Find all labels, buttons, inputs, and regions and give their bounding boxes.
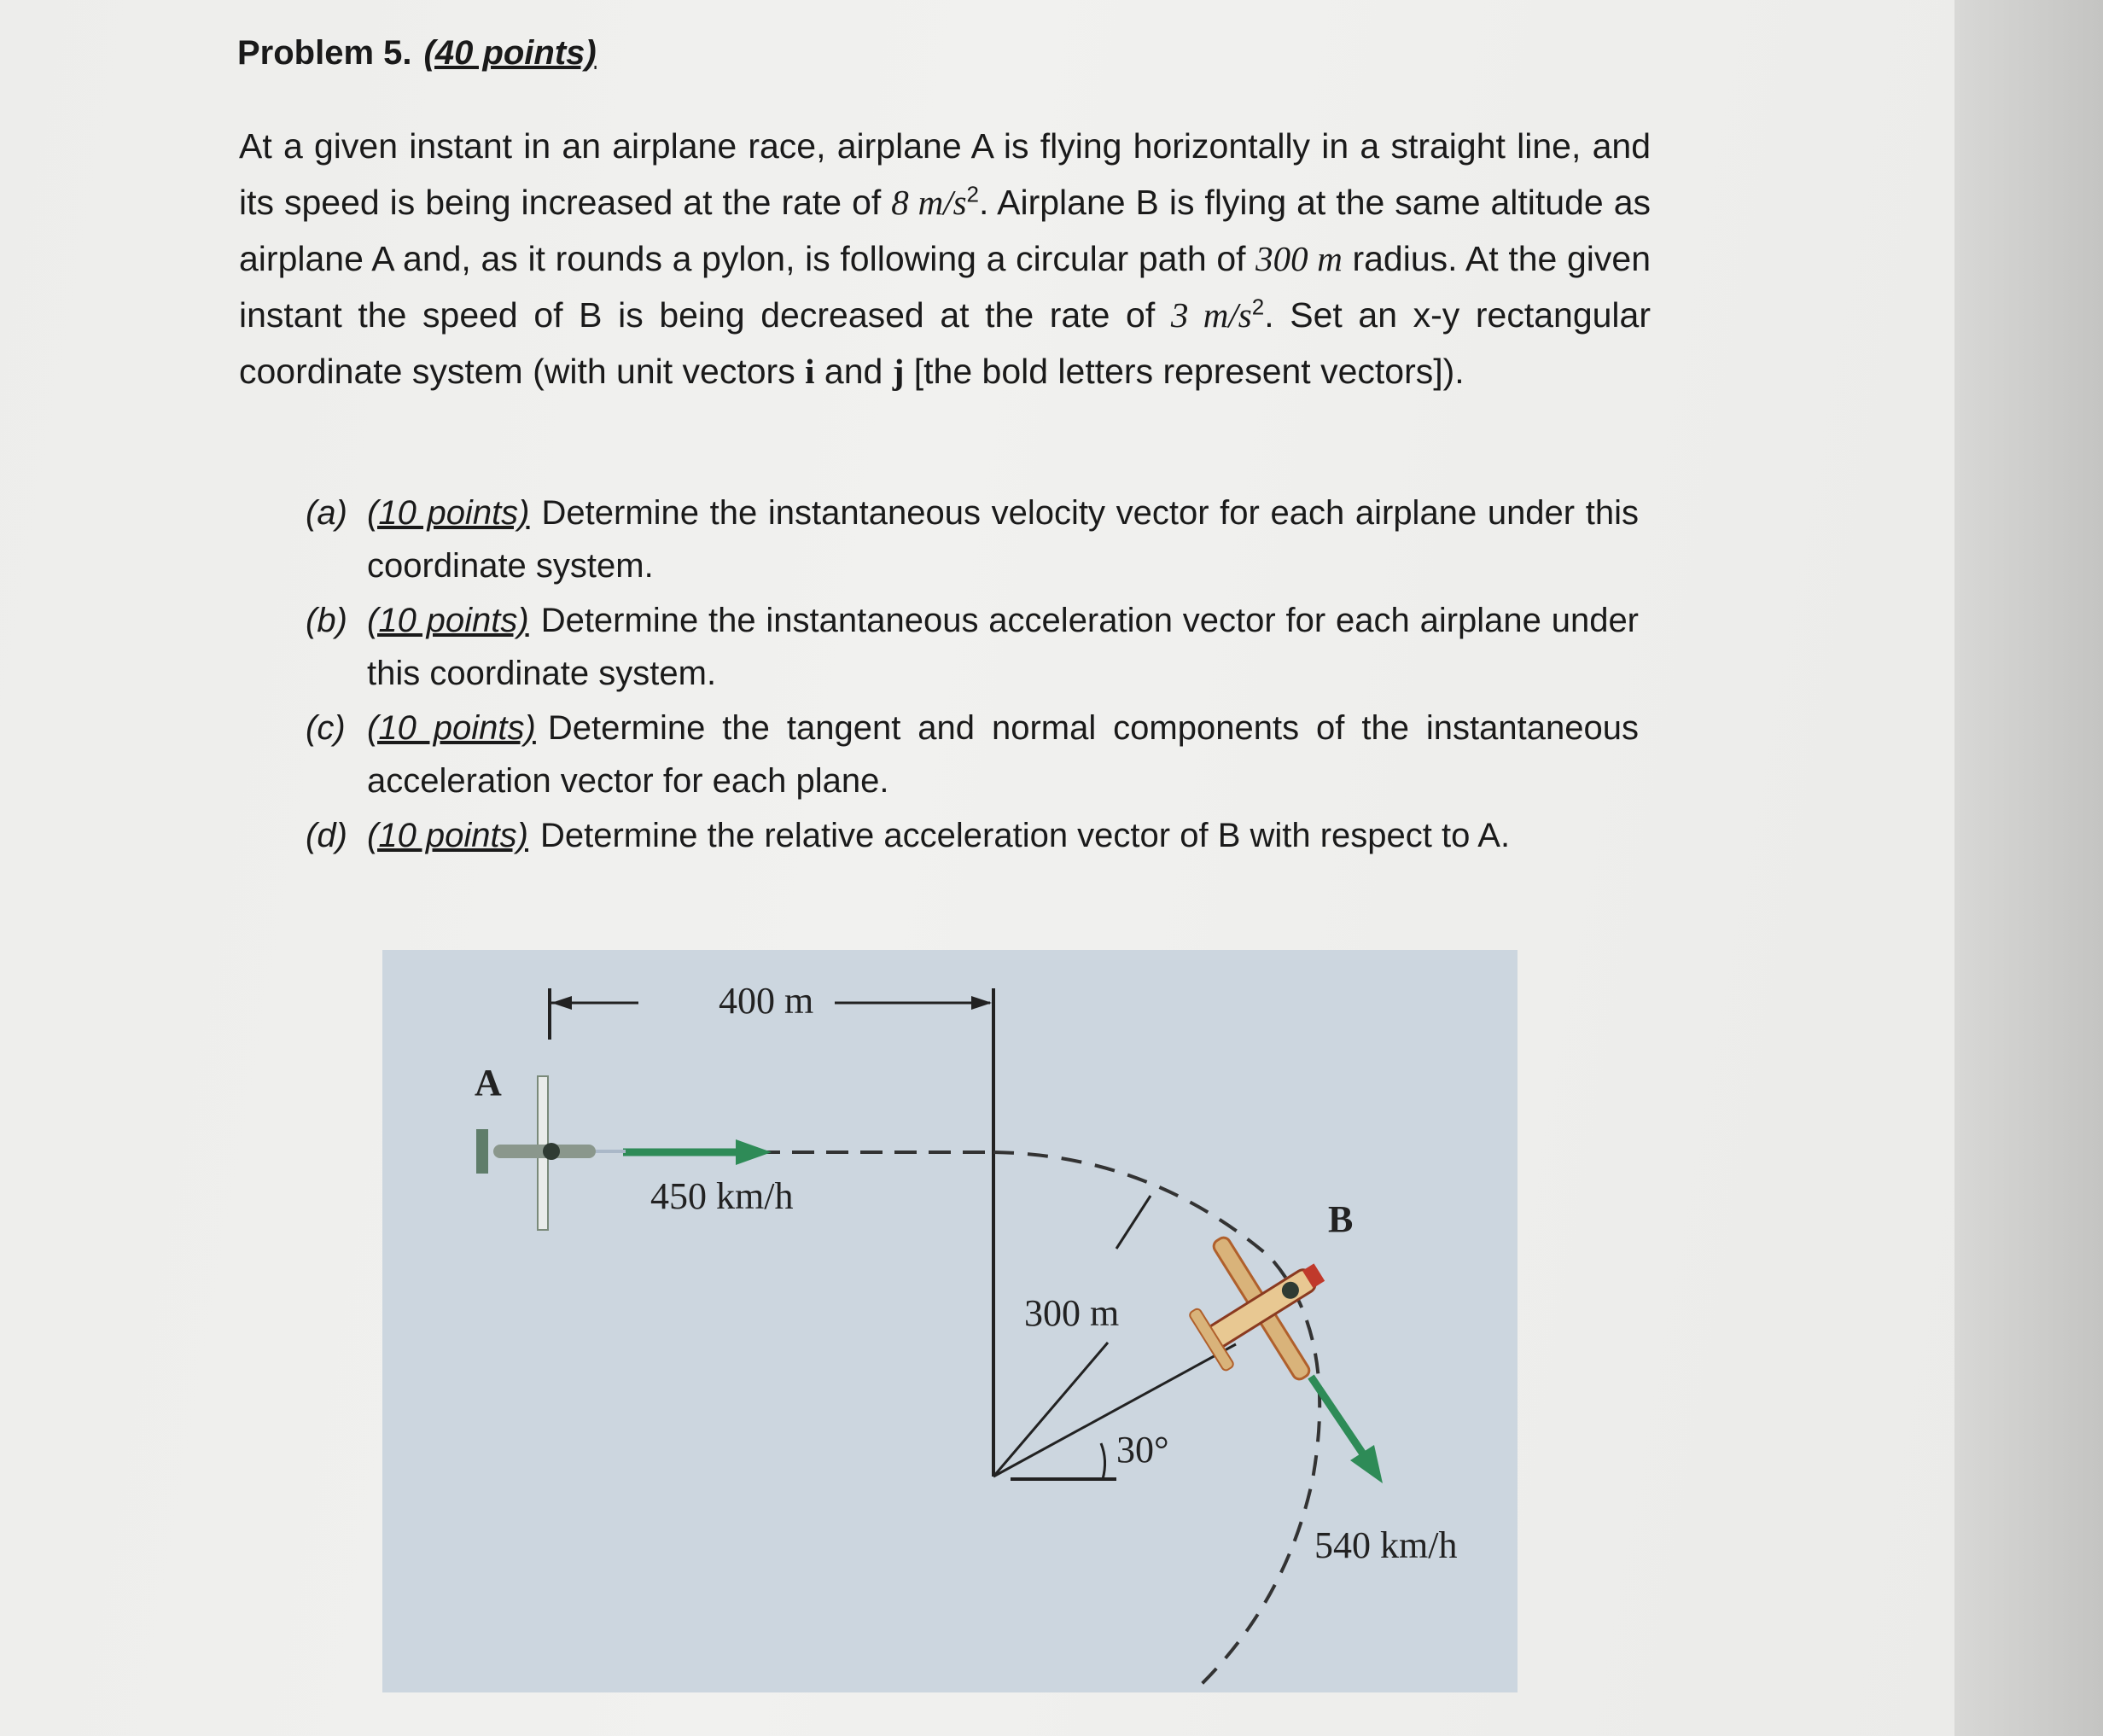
diagram-svg: [382, 950, 1518, 1692]
unit-vector-i: i: [805, 352, 815, 391]
part-a-letter: (a): [306, 494, 347, 532]
velocity-arrow-a: [623, 1139, 772, 1165]
angle-arc: [1101, 1443, 1105, 1479]
intro-text-2: . Airplane B is flying at the same altitude as airplane A and, as it rounds a pylon, is following a circular path of: [239, 183, 1651, 278]
part-c: [306, 702, 1639, 807]
intro-text-3: radius. At the given instant the speed of B is being decreased at the rate of: [239, 239, 1651, 335]
airplane-diagram: [382, 950, 1518, 1692]
plane-a-label: A: [475, 1062, 502, 1104]
exponent-a: 2: [966, 181, 980, 207]
part-b-text: Determine the instantaneous acceleration vector for each airplane under this coordinate system.: [367, 602, 1640, 692]
radius-value: 300 m: [1255, 239, 1343, 278]
velocity-arrow-b: [1311, 1377, 1383, 1483]
intro-text-5: [the bold letters represent vectors]).: [904, 352, 1465, 391]
radius-line-lower: [993, 1343, 1108, 1477]
plane-b-label: B: [1328, 1198, 1354, 1240]
part-c-letter: (c): [306, 709, 346, 747]
radius-line-to-b: [993, 1344, 1236, 1477]
speed-b-label: 540 km/h: [1314, 1524, 1458, 1566]
page-edge-shadow: [1954, 0, 2103, 1736]
problem-points: (40 points): [423, 34, 597, 72]
intro-and: and: [814, 352, 893, 391]
part-d-letter: (d): [306, 817, 347, 854]
part-c-points: (10 points): [367, 709, 536, 747]
angle-label: 30°: [1116, 1429, 1169, 1471]
intro-text-4: . Set an x-y rectangular coordinate system (with unit vectors: [239, 295, 1651, 391]
part-a-text: Determine the instantaneous velocity vector for each airplane under this coordinate system.: [367, 494, 1640, 585]
rate-a: 8 m/s: [891, 183, 967, 222]
sub-questions: [306, 486, 1639, 864]
part-b-points: (10 points): [367, 602, 529, 639]
part-b-letter: (b): [306, 602, 347, 639]
part-a: [306, 486, 1639, 592]
problem-title: [237, 34, 597, 73]
rate-b: 3 m/s: [1170, 295, 1252, 335]
part-d-text: Determine the relative acceleration vector of B with respect to A.: [539, 817, 1511, 854]
exponent-b: 2: [1251, 294, 1265, 320]
part-b: [306, 594, 1639, 700]
intro-text-1: At a given instant in an airplane race, airplane A is flying horizontally in a straight line, and its speed is being increased at the rate of: [239, 126, 1651, 222]
radius-label: 300 m: [1024, 1292, 1120, 1334]
problem-statement: [239, 118, 1651, 399]
unit-vector-j: j: [892, 352, 905, 391]
part-d-points: (10 points): [367, 817, 528, 854]
part-a-points: (10 points): [367, 494, 530, 532]
part-c-text: Determine the tangent and normal components of the instantaneous acceleration vector for each plane.: [367, 709, 1639, 800]
radius-line-upper: [1116, 1196, 1151, 1249]
distance-label: 400 m: [719, 980, 814, 1022]
speed-a-label: 450 km/h: [650, 1175, 794, 1217]
problem-number: Problem 5.: [237, 34, 412, 72]
part-d: [306, 809, 1639, 862]
